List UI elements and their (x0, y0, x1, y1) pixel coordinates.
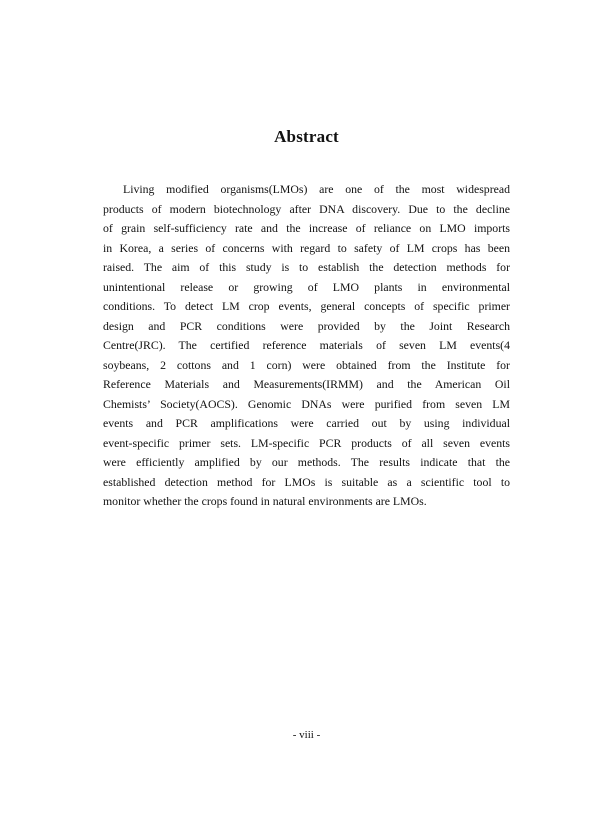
abstract-line: monitor whether the crops found in natural environments are LMOs. (103, 494, 427, 508)
abstract-line: unintentional release or growing of LMO plants in environmental (103, 279, 510, 294)
abstract-line: events and PCR amplifications were carried out by using individual (103, 416, 510, 430)
abstract-line: of grain self-sufficiency rate and the increase of reliance on LMO imports (103, 221, 510, 235)
abstract-line: event-specific primer sets. LM-specific PCR products of all seven events (103, 435, 510, 450)
abstract-line: Chemists’ Society(AOCS). Genomic DNAs were purified from seven LM (103, 396, 510, 411)
abstract-line: Reference Materials and Measurements(IRMM) and the American Oil (103, 377, 510, 391)
abstract-title: Abstract (274, 127, 339, 146)
abstract-line: Living modified organisms(LMOs) are one of the most widespread (123, 182, 510, 196)
abstract-line: in Korea, a series of concerns with regard to safety of LM crops has been (103, 240, 510, 255)
abstract-line: soybeans, 2 cottons and 1 corn) were obtained from the Institute for (103, 357, 510, 372)
abstract-line: were efficiently amplified by our methods. The results indicate that the (103, 455, 510, 469)
abstract-line: established detection method for LMOs is suitable as a scientific tool to (103, 474, 510, 489)
page-number: - viii - (292, 729, 321, 741)
abstract-line: raised. The aim of this study is to establish the detection methods for (103, 260, 510, 274)
abstract-line: Centre(JRC). The certified reference materials of seven LM events(4 (103, 338, 510, 352)
abstract-line: design and PCR conditions were provided by the Joint Research (103, 318, 510, 333)
abstract-line: products of modern biotechnology after DNA discovery. Due to the decline (103, 201, 510, 216)
abstract-line: conditions. To detect LM crop events, general concepts of specific primer (103, 299, 510, 313)
abstract-body (103, 180, 510, 512)
